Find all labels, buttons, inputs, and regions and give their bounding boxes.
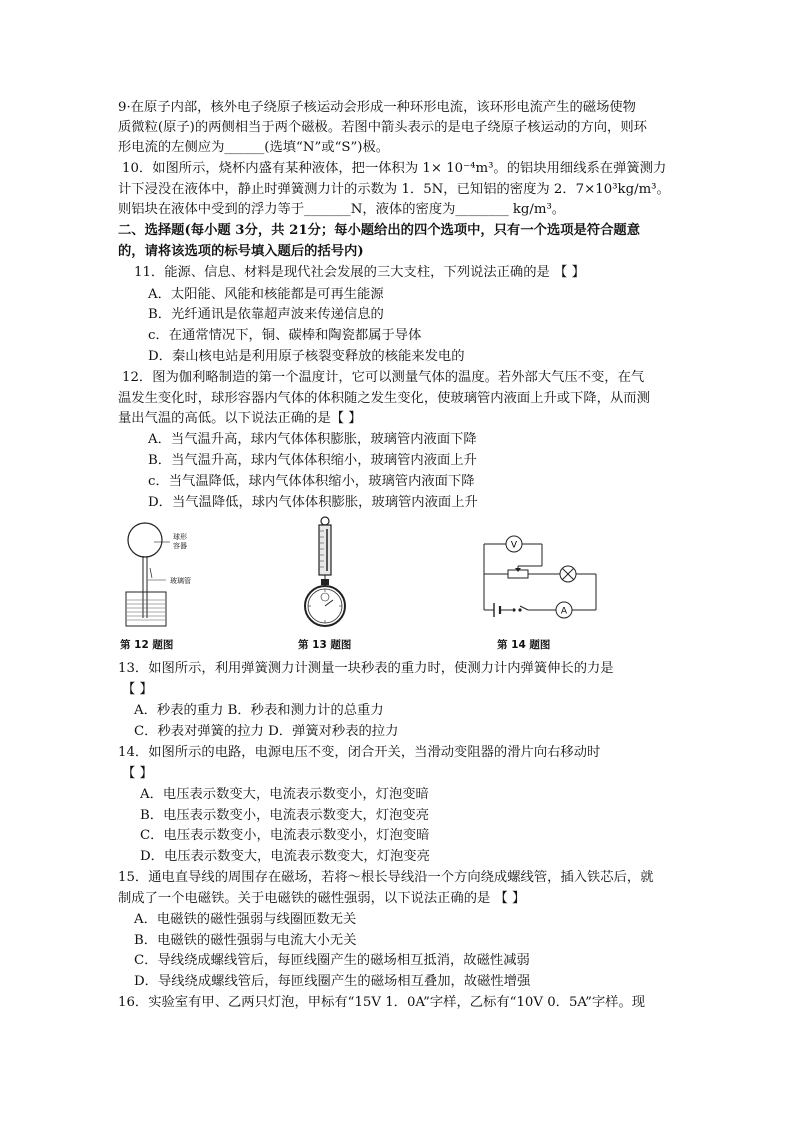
q15-option-c: C．导线绕成螺线管后，每匝线圈产生的磁场相互抵消，故磁性减弱 — [134, 953, 530, 968]
q9-line-2: 质微粒(原子)的两侧相当于两个磁极。若图中箭头表示的是电子绕原子核运动的方向，则环 — [118, 120, 647, 135]
q14-bracket: 【 】 — [122, 766, 153, 781]
q11-option-d: D．秦山核电站是利用原子核裂变释放的核能来发电的 — [148, 349, 465, 364]
q15-line-2: 制成了一个电磁铁。关于电磁铁的磁性强弱，以下说法正确的是 【 】 — [118, 891, 526, 906]
q14-stem: 14．如图所示的电路，电源电压不变，闭合开关，当滑动变阻器的滑片向右移动时 — [118, 745, 601, 760]
ammeter-label: A — [560, 606, 568, 617]
q12-line-3: 量出气温的高低。以下说法正确的是【 】 — [118, 411, 362, 426]
label-bulb-2: 容器 — [173, 542, 187, 550]
q9-line-1: 9·在原子内部，核外电子绕原子核运动会形成一种环形电流，该环形电流产生的磁场使物 — [118, 100, 636, 115]
q16-line-1: 16．实验室有甲、乙两只灯泡，甲标有“15V 1．0A”字样，乙标有“10V 0．5A”字样。现 — [118, 995, 646, 1010]
q12-option-d: D．当气温降低，球内气体体积膨胀，玻璃管内液面上升 — [148, 495, 478, 510]
caption-figure-14: 第 14 题图 — [497, 639, 551, 651]
voltmeter-label: V — [510, 540, 518, 551]
q14-option-c: C．电压表示数变小，电流表示数变小，灯泡变暗 — [140, 828, 430, 843]
q10-line-3: 则铝块在液体中受到的浮力等于_______N，液体的密度为________ kg/m³。 — [118, 202, 566, 217]
label-bulb-1: 球形 — [173, 533, 187, 541]
q15-line-1: 15．通电直导线的周围存在磁场，若将～根长导线沿一个方向绕成螺线管，插入铁芯后，就 — [118, 870, 654, 885]
q15-option-a: A．电磁铁的磁性强弱与线圈匝数无关 — [134, 912, 357, 927]
q15-option-d: D．导线绕成螺线管后，每匝线圈产生的磁场相互叠加，故磁性增强 — [134, 974, 531, 989]
q14-option-b: B．电压表示数变小，电流表示数变大，灯泡变亮 — [140, 808, 430, 823]
q13-options-ab: A．秒表的重力 B．秒表和测力计的总重力 — [134, 703, 384, 718]
hook-ring — [321, 517, 329, 525]
q11-option-c: c．在通常情况下，铜、碳棒和陶瓷都属于导体 — [148, 328, 422, 343]
q11-option-b: B．光纤通讯是依靠超声波来传递信息的 — [148, 307, 384, 322]
q10-line-1: 10．如图所示，烧杯内盛有某种液体，把一体积为 1× 10⁻⁴m³。的铝块用细线系在弹簧测力 — [122, 161, 667, 176]
q10-line-2: 计下浸没在液体中，静止时弹簧测力计的示数为 1．5N，已知铝的密度为 2．7×10³kg/m³。 — [118, 182, 670, 197]
q12-line-2: 温发生变化时，球形容器内气体的体积随之发生变化，使玻璃管内液面上升或下降，从而测 — [118, 391, 650, 406]
q12-line-1: 12．图为伽利略制造的第一个温度计，它可以测量气体的温度。若外部大气压不变，在气 — [122, 370, 645, 385]
q12-option-c: c．当气温降低，球内气体体积缩小，玻璃管内液面下降 — [148, 474, 475, 489]
q12-option-b: B．当气温升高，球内气体体积缩小，玻璃管内液面上升 — [148, 453, 477, 468]
section-2-heading-2: 的，请将该选项的标号填入题后的括号内) — [118, 244, 364, 259]
q9-line-3: 形电流的左侧应为______(选填“N”或“S”)极。 — [118, 140, 390, 155]
caption-figure-12: 第 12 题图 — [120, 639, 174, 651]
q12-option-a: A．当气温升高，球内气体体积膨胀，玻璃管内液面下降 — [148, 432, 477, 447]
q13-stem: 13．如图所示，利用弹簧测力计测量一块秒表的重力时，使测力计内弹簧伸长的力是 — [118, 661, 614, 676]
caption-figure-13: 第 13 题图 — [298, 639, 352, 651]
stopwatch-crown — [321, 579, 329, 585]
q14-option-a: A．电压表示数变大，电流表示数变小，灯泡变暗 — [140, 787, 429, 802]
q11-option-a: A．太阳能、风能和核能都是可再生能源 — [148, 287, 384, 302]
figure-12-thermometer — [118, 520, 228, 632]
q13-bracket: 【 】 — [122, 682, 153, 697]
figure-13-spring-scale — [295, 515, 365, 635]
scale-body — [319, 525, 331, 575]
label-tube: 玻璃管 — [170, 577, 191, 585]
q13-options-cd: C．秒表对弹簧的拉力 D．弹簧对秒表的拉力 — [134, 724, 399, 739]
figure-14-circuit — [478, 530, 602, 620]
bulb-container — [128, 523, 162, 557]
section-2-heading-1: 二、选择题(每小题 3分，共 21分；每小题给出的四个选项中，只有一个选项是符合题意 — [118, 223, 640, 238]
q15-option-b: B．电磁铁的磁性强弱与电流大小无关 — [134, 933, 357, 948]
q11-stem: 11．能源、信息、材料是现代社会发展的三大支柱，下列说法正确的是 【 】 — [134, 265, 585, 280]
beaker — [126, 592, 166, 626]
q14-option-d: D．电压表示数变大，电流表示数变大，灯泡变亮 — [140, 849, 430, 864]
